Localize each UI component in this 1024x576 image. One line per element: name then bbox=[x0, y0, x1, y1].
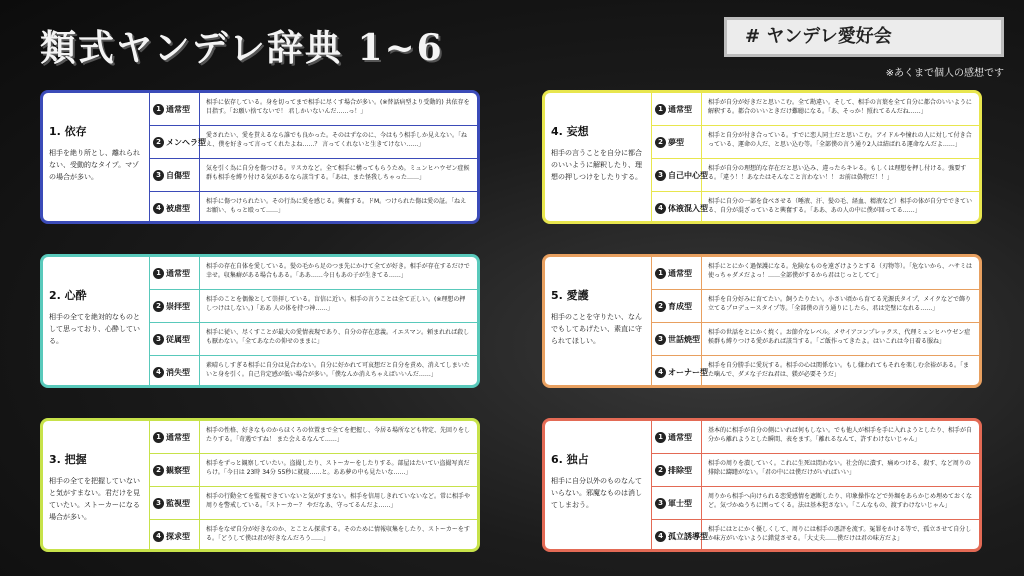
type-name-label: 世話焼型 bbox=[668, 334, 700, 344]
type-number-badge: 3 bbox=[153, 170, 164, 181]
type-description: 相手の世話をとにかく焼く。お節介なレベル。メサイアコンプレックス、代理ミュンヒハウゼン症候群も縛りつける愛があれば該当する。「ご飯作ってきたよ。はいこれは今日着る服ね」 bbox=[708, 329, 971, 345]
category-title: 4. 妄想 bbox=[551, 125, 589, 138]
type-row bbox=[150, 126, 477, 159]
type-name-label: 通常型 bbox=[668, 268, 692, 278]
type-number-badge: 4 bbox=[153, 203, 164, 214]
type-name-label: 夢型 bbox=[668, 137, 684, 147]
type-description: 周りから相手へ向けられる恋愛感情を遮断したり、印象操作などで外堀をあらかじめ埋めておくなど。気づかぬうちに囲ってくる。法は基本犯さない。「こんなもの、渡すわけないじゃん」 bbox=[708, 493, 973, 509]
type-name bbox=[150, 454, 200, 486]
type-name bbox=[652, 421, 702, 453]
type-list bbox=[149, 93, 477, 221]
type-name-label: 自傷型 bbox=[166, 170, 190, 180]
category-title: 3. 把握 bbox=[49, 453, 87, 466]
category-description: 相手に自分以外のものなんていらない。邪魔なものは消してしまおう。 bbox=[551, 477, 642, 509]
type-number-badge: 1 bbox=[655, 104, 666, 115]
type-name bbox=[652, 454, 702, 486]
type-list bbox=[651, 93, 979, 221]
type-number-badge: 2 bbox=[153, 301, 164, 312]
type-name bbox=[652, 159, 708, 191]
type-description: 相手に自分の一部を食べさせる（唾液、汗、髪の毛、経血、精液など）相手の体が自分でできている、自分が混ざっていると興奮する。「ああ、あの人の中に僕が回ってる……」 bbox=[708, 198, 973, 214]
type-name-label: メンヘラ型 bbox=[166, 137, 206, 147]
type-row bbox=[652, 126, 979, 159]
type-description: 相手が自分の理想的な存在だと思い込み、違ったらキレる。もしくは理想を押し付ける。強要する。「違う！！あなたはそんなこと言わない！！ お前は偽物だ！！」 bbox=[708, 165, 967, 181]
type-number-badge: 2 bbox=[153, 137, 164, 148]
type-row bbox=[652, 192, 979, 224]
type-description: 相手を自分好みに育てたい。飼うたりたい。小さい頃から育てる光源氏タイプ、メイクなどで飾り立てるプロデュースタイプ等。「全部僕の言う通りにしたら、君は完璧になれる……」 bbox=[708, 296, 971, 312]
type-name bbox=[150, 290, 200, 322]
disclaimer-note: ※あくまで個人の感想です bbox=[885, 68, 1004, 79]
type-number-badge: 4 bbox=[153, 531, 164, 542]
type-name-label: 孤立誘導型 bbox=[668, 531, 708, 541]
type-description: 相手と自分が付き合っている。すでに恋人同士だと思いこむ。アイドルや憧れの人に対して付き合っている、運命の人だ、と思い込む等。「全部僕の言う通り2人は結ばれる運命なんだよ……」 bbox=[708, 132, 972, 148]
type-name bbox=[150, 93, 200, 125]
category-summary bbox=[43, 257, 148, 385]
type-description: 相手をなぜ自分が好きなのか、とことん探求する。そのために情報収集をしたり、ストーカーをする。「どうして僕は君が好きなんだろう……」 bbox=[206, 526, 470, 542]
type-name-label: 従属型 bbox=[166, 334, 190, 344]
type-row bbox=[652, 257, 979, 290]
type-number-badge: 3 bbox=[655, 170, 666, 181]
type-name-label: 排除型 bbox=[668, 465, 692, 475]
type-number-badge: 1 bbox=[153, 432, 164, 443]
type-name-label: 育成型 bbox=[668, 301, 692, 311]
category-card-5 bbox=[542, 254, 982, 388]
type-name bbox=[652, 126, 702, 158]
category-description: 相手の言うことを自分に都合のいいように解釈したり、理想の押しつけをしたりする。 bbox=[551, 149, 642, 181]
type-description: 相手を自分勝手に愛玩する。相手の心は関係ない。もし嫌われてもそれを楽しむ余裕がある。「また噛んで、ダメな子だね君は、躾が必要そうだ」 bbox=[708, 362, 970, 378]
type-name bbox=[652, 290, 702, 322]
type-name bbox=[652, 487, 702, 519]
type-description: 相手にとにかく過保護になる。危険なものを遠ざけようとする（刃物等）。「危ないから、ハサミは使っちゃダメだよっ！……全部僕がするから君はじっとしてて」 bbox=[708, 263, 973, 279]
category-description: 相手の全てを絶対的なものとして思っており、心酔している。 bbox=[49, 313, 140, 345]
type-description: 相手の周りを潰していく。これに生死は問わない。社会的に潰す、痛めつける、殺す、など周りの排除に躊躇がない。「君の中には僕だけがいればいい」 bbox=[708, 460, 971, 476]
type-name-label: 被虐型 bbox=[166, 203, 190, 213]
type-number-badge: 1 bbox=[655, 432, 666, 443]
type-row bbox=[652, 290, 979, 323]
type-number-badge: 1 bbox=[153, 268, 164, 279]
type-list bbox=[651, 257, 979, 385]
type-name-label: 消失型 bbox=[166, 367, 190, 377]
type-number-badge: 2 bbox=[153, 465, 164, 476]
type-name bbox=[150, 323, 200, 355]
type-row bbox=[150, 520, 477, 552]
type-number-badge: 4 bbox=[655, 367, 666, 378]
type-name-label: 通常型 bbox=[668, 104, 692, 114]
type-description: 素晴らしすぎる相手に自分は見合わない。自分に好かれて可哀想だと自分を責め、消えてしまいたいと身を引く。自己肯定感が低い場合が多い。「僕なんか消えちゃえばいいんだ……」 bbox=[206, 362, 470, 378]
type-name bbox=[150, 192, 200, 224]
category-description: 相手のことを守りたい、なんでもしてあげたい、素直に守られてほしい。 bbox=[551, 313, 642, 345]
type-description: 相手が自分が好きだと思いこむ。全て勘違い。そして、相手の言葉を全て自分に都合のいいように解釈する。都合のいいときだけ難聴になる。「あ、そっか！照れてるんだね……」 bbox=[708, 99, 972, 115]
type-name-label: 通常型 bbox=[166, 432, 190, 442]
type-row bbox=[652, 454, 979, 487]
type-name-label: オーナー型 bbox=[668, 367, 708, 377]
type-row bbox=[652, 323, 979, 356]
type-description: 相手の行動全てを監視できていないと気がすまない。相手を信用しきれていないなど。常に相手や周りを警戒している。「ストーカー？ やだなあ、守ってるんだよ……」 bbox=[206, 493, 471, 509]
type-row bbox=[652, 159, 979, 192]
type-description: 相手の性格、好きなものからほくろの位置まで全てを把握し、今居る場所なども特定、先回りをしたりする。「奇遇ですね！ また会えるなんて……」 bbox=[206, 427, 471, 443]
type-number-badge: 3 bbox=[655, 334, 666, 345]
type-name-label: 通常型 bbox=[668, 432, 692, 442]
type-name-label: 観察型 bbox=[166, 465, 190, 475]
type-description: 相手をずっと観察していたい。盗撮したり、ストーカーをしたりする。部屋はたいてい盗撮写真だらけ。「今日は 23時 34分 55秒に就寝……と。ああ夢の中も見たいな……」 bbox=[206, 460, 470, 476]
type-list bbox=[651, 421, 979, 549]
type-row bbox=[150, 421, 477, 454]
type-number-badge: 2 bbox=[655, 465, 666, 476]
type-number-badge: 3 bbox=[655, 498, 666, 509]
category-title: 1. 依存 bbox=[49, 125, 87, 138]
type-name bbox=[150, 356, 200, 388]
type-number-badge: 3 bbox=[153, 498, 164, 509]
type-row bbox=[150, 192, 477, 224]
type-row bbox=[150, 93, 477, 126]
type-description: 相手に従い、尽くすことが最大の愛情表現であり、自分の存在意義。イエスマン。頼まれれば殺しも厭わない。「全てあなたの仰せのままに」 bbox=[206, 329, 470, 345]
category-summary bbox=[545, 257, 650, 385]
type-list bbox=[149, 257, 477, 385]
type-row bbox=[652, 356, 979, 388]
category-description: 相手の全てを把握していないと気がすまない。君だけを見ていたい。ストーカーになる場合が多い。 bbox=[49, 477, 140, 521]
type-name-label: 探求型 bbox=[166, 531, 190, 541]
page-title: 類式ヤンデレ辞典 1~6 bbox=[40, 27, 444, 69]
type-name bbox=[150, 520, 200, 552]
type-description: 愛されたい、愛を貰えるなら誰でも良かった。そのはずなのに、今はもう相手しか見えない。「ねえ、僕を好きって言ってくれたよね……？ 言ってくれないと生きてけない……」 bbox=[206, 132, 468, 148]
type-row bbox=[150, 290, 477, 323]
type-description: 相手の存在自体を愛している。髪の毛から足のつま先にかけて全てが好き。相手が存在するだけで幸せ。収集癖がある場合もある。「ああ……今日もあの子が生きてる……」 bbox=[206, 263, 470, 279]
type-name-label: 通常型 bbox=[166, 268, 190, 278]
type-description: 基本的に相手が自分の側にいれば何もしない。でも他人が相手を手に入れようとしたり、相手が自分から離れようとした瞬間、表をます。「離れるなんて、許すわけないじゃん」 bbox=[708, 427, 973, 443]
type-row bbox=[652, 93, 979, 126]
type-name-label: 自己中心型 bbox=[668, 170, 708, 180]
category-summary bbox=[545, 93, 650, 221]
type-number-badge: 4 bbox=[655, 203, 666, 214]
type-name bbox=[150, 421, 200, 453]
type-row bbox=[652, 421, 979, 454]
type-number-badge: 2 bbox=[655, 137, 666, 148]
type-row bbox=[150, 454, 477, 487]
type-number-badge: 4 bbox=[655, 531, 666, 542]
type-name-label: 監視型 bbox=[166, 498, 190, 508]
category-title: 6. 独占 bbox=[551, 453, 589, 466]
category-summary bbox=[545, 421, 650, 549]
type-name bbox=[652, 93, 702, 125]
type-name bbox=[652, 257, 702, 289]
type-name-label: 通常型 bbox=[166, 104, 190, 114]
type-row bbox=[150, 487, 477, 520]
category-title: 5. 愛護 bbox=[551, 289, 589, 302]
type-description: 気を引く為に自分を傷つける。リスカなど。全て相手に構ってもらうため。ミュンヒハウゼン症候群も相手を縛り付ける気があるなら該当する。「あは、また怪我しちゃった……」 bbox=[206, 165, 470, 181]
type-name bbox=[652, 192, 708, 224]
type-list bbox=[149, 421, 477, 549]
category-card-6 bbox=[542, 418, 982, 552]
type-number-badge: 1 bbox=[153, 104, 164, 115]
category-card-3 bbox=[40, 418, 480, 552]
type-number-badge: 2 bbox=[655, 301, 666, 312]
type-name-label: 軍士型 bbox=[668, 498, 692, 508]
type-description: 相手のことを偶像として崇拝している。盲信に近い。相手の言うことは全て正しい。(※理想の押しつけはしない。)「ああ 人の体を持つ神……」 bbox=[206, 296, 466, 312]
type-name bbox=[652, 323, 702, 355]
category-card-4 bbox=[542, 90, 982, 224]
type-name bbox=[150, 257, 200, 289]
type-name bbox=[150, 159, 200, 191]
type-row bbox=[150, 257, 477, 290]
type-name-label: 崇拝型 bbox=[166, 301, 190, 311]
category-summary bbox=[43, 93, 148, 221]
category-description: 相手を絶り所とし、離れられない、受動的なタイプ。マゾの場合が多い。 bbox=[49, 149, 140, 181]
type-name bbox=[150, 487, 200, 519]
type-name-label: 体液混入型 bbox=[668, 203, 708, 213]
type-name bbox=[652, 356, 708, 388]
type-description: 相手にはとにかく優しくして、周りには相手の悪評を流す。冤罪をかける等で、孤立させて自分しか味方がいないように錯覚させる。「大丈夫……僕だけは君の味方だよ」 bbox=[708, 526, 972, 542]
type-description: 相手に依存している。身を切ってまで相手に尽くす場合が多い。(※替話病型より受動的) 共依存を目指す。「お願い捨てないで！ 君しかいないんだ……っ！」 bbox=[206, 99, 470, 115]
hashtag-label: # ヤンデレ愛好会 bbox=[724, 17, 1004, 57]
type-name bbox=[652, 520, 708, 552]
type-row bbox=[652, 520, 979, 552]
category-card-2 bbox=[40, 254, 480, 388]
type-row bbox=[150, 356, 477, 388]
category-card-1 bbox=[40, 90, 480, 224]
type-number-badge: 4 bbox=[153, 367, 164, 378]
category-summary bbox=[43, 421, 148, 549]
type-description: 相手に傷つけられたい。その行為に愛を感じる。興奮する。ドM。つけられた傷は愛の証。「ねえお願い、もっと殴って……」 bbox=[206, 198, 467, 214]
category-title: 2. 心酔 bbox=[49, 289, 87, 302]
type-row bbox=[150, 159, 477, 192]
type-number-badge: 3 bbox=[153, 334, 164, 345]
type-number-badge: 1 bbox=[655, 268, 666, 279]
type-row bbox=[150, 323, 477, 356]
type-name bbox=[150, 126, 206, 158]
type-row bbox=[652, 487, 979, 520]
